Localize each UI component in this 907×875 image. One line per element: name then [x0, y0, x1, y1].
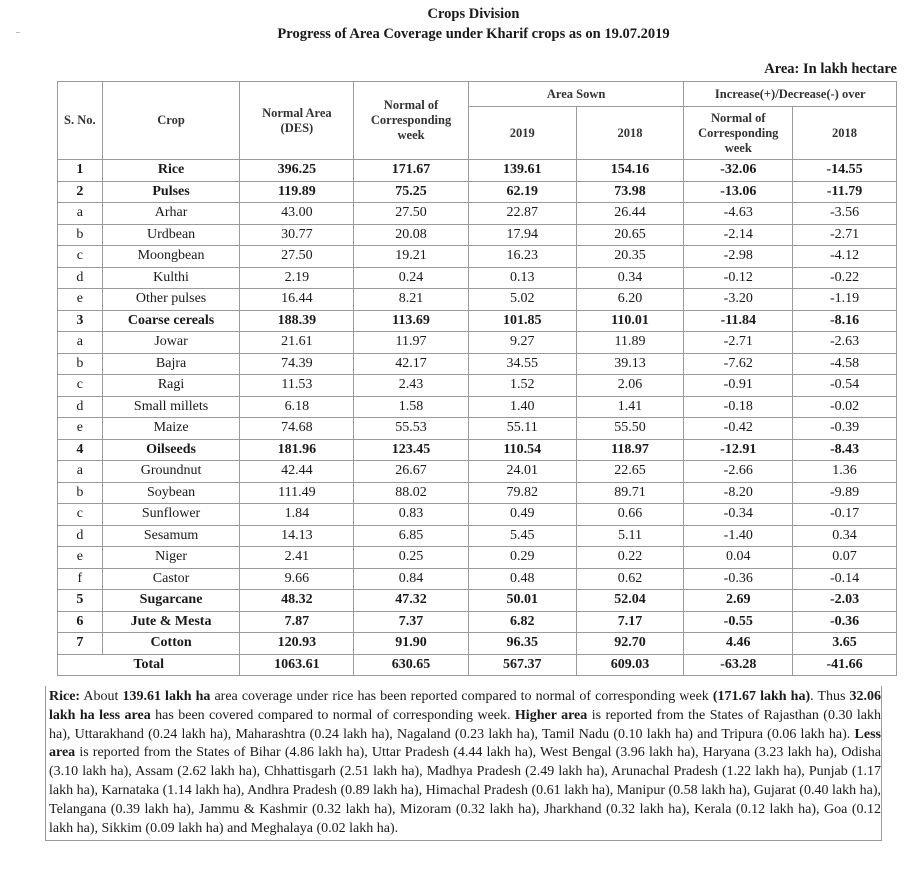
table-row — [58, 504, 897, 526]
area-coverage-table — [57, 81, 897, 676]
table-row — [58, 482, 897, 504]
row-sown-2019: 50.01 — [468, 590, 576, 612]
row-sown-2019: 0.48 — [468, 568, 576, 590]
note-text: area coverage under rice has been reported compared to normal of corresponding week — [210, 689, 713, 704]
row-crop: Groundnut — [102, 461, 240, 483]
unit-label: Area: In lakh hectare — [764, 61, 897, 77]
row-normal-week: 27.50 — [354, 203, 469, 225]
row-chg-normal: -2.71 — [684, 332, 793, 354]
row-normal-week: 6.85 — [354, 525, 469, 547]
row-sown-2018: 1.41 — [576, 396, 684, 418]
row-chg-2018: -0.36 — [793, 611, 897, 633]
row-sown-2018: 26.44 — [576, 203, 684, 225]
row-sown-2018: 73.98 — [576, 181, 684, 203]
row-sown-2018: 0.34 — [576, 267, 684, 289]
header-normal-week: Normal of Corresponding week — [354, 82, 469, 160]
row-chg-2018: -4.58 — [793, 353, 897, 375]
row-sno: d — [58, 267, 103, 289]
row-chg-normal: -2.66 — [684, 461, 793, 483]
row-sno: 3 — [58, 310, 103, 332]
row-chg-normal: -0.36 — [684, 568, 793, 590]
row-normal-area: 74.68 — [240, 418, 354, 440]
row-chg-2018: -8.43 — [793, 439, 897, 461]
row-sown-2019: 5.45 — [468, 525, 576, 547]
row-chg-2018: -1.19 — [793, 289, 897, 311]
row-normal-area: 7.87 — [240, 611, 354, 633]
row-crop: Pulses — [102, 181, 240, 203]
row-sown-2018: 6.20 — [576, 289, 684, 311]
row-chg-2018: -2.63 — [793, 332, 897, 354]
row-sno: 2 — [58, 181, 103, 203]
table-row — [58, 289, 897, 311]
row-chg-normal: -2.14 — [684, 224, 793, 246]
row-sown-2019: 0.13 — [468, 267, 576, 289]
row-crop: Castor — [102, 568, 240, 590]
table-row — [58, 246, 897, 268]
row-sown-2018: 7.17 — [576, 611, 684, 633]
row-normal-week: 113.69 — [354, 310, 469, 332]
row-normal-area: 111.49 — [240, 482, 354, 504]
row-normal-week: 75.25 — [354, 181, 469, 203]
table-row — [58, 439, 897, 461]
row-crop: Soybean — [102, 482, 240, 504]
row-chg-normal: -13.06 — [684, 181, 793, 203]
row-sown-2019: 1.52 — [468, 375, 576, 397]
row-chg-2018: -0.17 — [793, 504, 897, 526]
row-sown-2018: 0.66 — [576, 504, 684, 526]
row-normal-week: 0.25 — [354, 547, 469, 569]
header-crop: Crop — [102, 82, 240, 160]
header-sown-2019: 2019 — [468, 107, 576, 160]
row-sno: 1 — [58, 160, 103, 182]
note-text: is reported from the States of Bihar (4.86 lakh ha), Uttar Pradesh (4.44 lakh ha), West Bengal (3.96 lakh ha), Haryana (3.23 lakh ha), Odisha (3.10 lakh ha), Assam (2.62 lakh ha), Chhattisgarh (2.51 lakh ha), Madhya Pradesh (2.49 lakh ha), Arunachal Pradesh (1.22 lakh ha), Punjab (1.17 lakh ha), Karnataka (1.14 lakh ha), Andhra Pradesh (0.89 lakh ha), Himachal Pradesh (0.61 lakh ha), Manipur (0.58 lakh ha), Gujarat (0.40 lakh ha), Telangana (0.39 lakh ha), Jammu & Kashmir (0.32 lakh ha), Mizoram (0.32 lakh ha), Jharkhand (0.32 lakh ha), Kerala (0.12 lakh ha), Goa (0.12 lakh ha), Sikkim (0.09 lakh ha) and Meghalaya (0.02 lakh ha). — [49, 745, 881, 836]
row-crop: Oilseeds — [102, 439, 240, 461]
row-sown-2018: 0.62 — [576, 568, 684, 590]
total-chg-normal: -63.28 — [684, 654, 793, 676]
row-chg-2018: -0.14 — [793, 568, 897, 590]
note-text: . Thus — [810, 689, 850, 704]
table-row — [58, 267, 897, 289]
row-normal-area: 74.39 — [240, 353, 354, 375]
note-emphasis: 139.61 lakh ha — [122, 689, 211, 704]
row-normal-area: 2.41 — [240, 547, 354, 569]
row-sown-2018: 20.35 — [576, 246, 684, 268]
row-crop: Sugarcane — [102, 590, 240, 612]
row-normal-week: 19.21 — [354, 246, 469, 268]
row-sown-2019: 0.49 — [468, 504, 576, 526]
row-sown-2018: 55.50 — [576, 418, 684, 440]
row-chg-normal: -8.20 — [684, 482, 793, 504]
row-chg-2018: -8.16 — [793, 310, 897, 332]
row-crop: Cotton — [102, 633, 240, 655]
row-chg-2018: -0.22 — [793, 267, 897, 289]
row-sown-2018: 0.22 — [576, 547, 684, 569]
row-chg-2018: 0.34 — [793, 525, 897, 547]
row-chg-normal: -0.55 — [684, 611, 793, 633]
row-sown-2019: 1.40 — [468, 396, 576, 418]
row-crop: Niger — [102, 547, 240, 569]
row-sno: 7 — [58, 633, 103, 655]
row-sown-2019: 17.94 — [468, 224, 576, 246]
row-chg-2018: -0.02 — [793, 396, 897, 418]
row-normal-area: 42.44 — [240, 461, 354, 483]
row-sno: f — [58, 568, 103, 590]
row-chg-normal: -2.98 — [684, 246, 793, 268]
row-normal-week: 91.90 — [354, 633, 469, 655]
row-normal-area: 30.77 — [240, 224, 354, 246]
row-sown-2019: 22.87 — [468, 203, 576, 225]
row-chg-2018: 3.65 — [793, 633, 897, 655]
row-chg-2018: -9.89 — [793, 482, 897, 504]
row-crop: Coarse cereals — [102, 310, 240, 332]
row-sno: b — [58, 224, 103, 246]
table-row — [58, 547, 897, 569]
row-crop: Moongbean — [102, 246, 240, 268]
row-normal-area: 11.53 — [240, 375, 354, 397]
total-row — [58, 654, 897, 676]
row-chg-normal: -11.84 — [684, 310, 793, 332]
note-text: has been covered compared to normal of corresponding week. — [150, 707, 515, 723]
total-chg-2018: -41.66 — [793, 654, 897, 676]
row-sno: 4 — [58, 439, 103, 461]
row-sown-2019: 139.61 — [468, 160, 576, 182]
row-chg-normal: 4.46 — [684, 633, 793, 655]
division-title: Crops Division — [427, 6, 520, 22]
row-chg-normal: -0.34 — [684, 504, 793, 526]
note-emphasis: Higher area — [514, 707, 588, 723]
row-crop: Maize — [102, 418, 240, 440]
row-sno: a — [58, 332, 103, 354]
table-row — [58, 396, 897, 418]
row-sno: c — [58, 504, 103, 526]
note-emphasis: (171.67 lakh ha) — [712, 689, 811, 704]
row-normal-area: 120.93 — [240, 633, 354, 655]
note-text: is reported from the States of Rajasthan (0.30 lakh ha), Uttarakhand (0.24 lakh ha), Maharashtra (0.24 lakh ha), Nagaland (0.23 lakh ha), Tamil Nadu (0.10 lakh ha) and Tripura (0.06 lakh ha). — [49, 707, 881, 742]
table-row — [58, 590, 897, 612]
row-sown-2019: 24.01 — [468, 461, 576, 483]
row-sno: c — [58, 375, 103, 397]
row-crop: Ragi — [102, 375, 240, 397]
report-title: Progress of Area Coverage under Kharif crops as on 19.07.2019 — [277, 26, 670, 42]
row-crop: Other pulses — [102, 289, 240, 311]
note-emphasis: Less area — [49, 726, 881, 761]
row-sno: d — [58, 396, 103, 418]
header-change: Increase(+)/Decrease(-) over — [684, 82, 897, 107]
total-sown-2019: 567.37 — [468, 654, 576, 676]
header-normal-area: Normal Area (DES) — [240, 82, 354, 160]
row-sown-2019: 0.29 — [468, 547, 576, 569]
table-row — [58, 353, 897, 375]
table-row — [58, 568, 897, 590]
header-sown-2018: 2018 — [576, 107, 684, 160]
row-normal-area: 27.50 — [240, 246, 354, 268]
header-area-sown: Area Sown — [468, 82, 684, 107]
note-text: About — [80, 689, 123, 704]
row-normal-week: 0.83 — [354, 504, 469, 526]
row-sown-2019: 62.19 — [468, 181, 576, 203]
row-normal-area: 1.84 — [240, 504, 354, 526]
row-chg-2018: 1.36 — [793, 461, 897, 483]
row-sown-2019: 101.85 — [468, 310, 576, 332]
row-crop: Sunflower — [102, 504, 240, 526]
row-chg-normal: -12.91 — [684, 439, 793, 461]
row-normal-area: 181.96 — [240, 439, 354, 461]
table-row — [58, 181, 897, 203]
row-normal-week: 123.45 — [354, 439, 469, 461]
header-change-normal: Normal of Corresponding week — [684, 107, 793, 160]
row-chg-normal: -0.42 — [684, 418, 793, 440]
row-normal-area: 16.44 — [240, 289, 354, 311]
row-sown-2018: 89.71 — [576, 482, 684, 504]
row-chg-normal: -0.12 — [684, 267, 793, 289]
row-sown-2019: 55.11 — [468, 418, 576, 440]
row-chg-normal: -7.62 — [684, 353, 793, 375]
row-normal-week: 47.32 — [354, 590, 469, 612]
row-sown-2018: 110.01 — [576, 310, 684, 332]
row-chg-2018: -14.55 — [793, 160, 897, 182]
row-sno: c — [58, 246, 103, 268]
table-row — [58, 332, 897, 354]
row-normal-area: 43.00 — [240, 203, 354, 225]
row-chg-normal: -0.18 — [684, 396, 793, 418]
row-normal-area: 48.32 — [240, 590, 354, 612]
row-sno: e — [58, 418, 103, 440]
row-sno: a — [58, 203, 103, 225]
total-sown-2018: 609.03 — [576, 654, 684, 676]
row-normal-area: 188.39 — [240, 310, 354, 332]
row-chg-2018: -2.03 — [793, 590, 897, 612]
row-crop: Arhar — [102, 203, 240, 225]
header-change-2018: 2018 — [793, 107, 897, 160]
header-sno: S. No. — [58, 82, 103, 160]
row-sown-2018: 5.11 — [576, 525, 684, 547]
row-normal-area: 21.61 — [240, 332, 354, 354]
row-sown-2018: 11.89 — [576, 332, 684, 354]
row-chg-2018: 0.07 — [793, 547, 897, 569]
row-sown-2018: 92.70 — [576, 633, 684, 655]
note-emphasis: Rice: — [49, 689, 81, 704]
note-emphasis: 32.06 lakh ha less area — [49, 689, 882, 723]
row-normal-week: 8.21 — [354, 289, 469, 311]
total-normal-week: 630.65 — [354, 654, 469, 676]
row-crop: Kulthi — [102, 267, 240, 289]
row-crop: Jute & Mesta — [102, 611, 240, 633]
row-normal-week: 2.43 — [354, 375, 469, 397]
row-sno: e — [58, 289, 103, 311]
row-sno: 6 — [58, 611, 103, 633]
row-chg-2018: -3.56 — [793, 203, 897, 225]
table-row — [58, 611, 897, 633]
table-row — [58, 203, 897, 225]
row-sown-2019: 5.02 — [468, 289, 576, 311]
rice-summary-note — [45, 686, 882, 841]
row-sown-2019: 79.82 — [468, 482, 576, 504]
row-crop: Sesamum — [102, 525, 240, 547]
row-normal-area: 6.18 — [240, 396, 354, 418]
row-sno: d — [58, 525, 103, 547]
table-row — [58, 224, 897, 246]
row-sown-2019: 96.35 — [468, 633, 576, 655]
row-sown-2019: 34.55 — [468, 353, 576, 375]
row-chg-normal: -1.40 — [684, 525, 793, 547]
row-normal-week: 26.67 — [354, 461, 469, 483]
total-normal-area: 1063.61 — [240, 654, 354, 676]
row-normal-week: 0.84 — [354, 568, 469, 590]
row-sown-2019: 6.82 — [468, 611, 576, 633]
row-crop: Jowar — [102, 332, 240, 354]
row-crop: Urdbean — [102, 224, 240, 246]
table-row — [58, 310, 897, 332]
row-crop: Bajra — [102, 353, 240, 375]
row-sown-2019: 110.54 — [468, 439, 576, 461]
row-chg-normal: -3.20 — [684, 289, 793, 311]
row-chg-2018: -4.12 — [793, 246, 897, 268]
row-sown-2018: 2.06 — [576, 375, 684, 397]
row-chg-normal: -4.63 — [684, 203, 793, 225]
row-normal-week: 55.53 — [354, 418, 469, 440]
row-normal-area: 9.66 — [240, 568, 354, 590]
row-sno: b — [58, 482, 103, 504]
table-row — [58, 375, 897, 397]
table-row — [58, 633, 897, 655]
row-sown-2019: 9.27 — [468, 332, 576, 354]
row-crop: Rice — [102, 160, 240, 182]
row-chg-normal: 0.04 — [684, 547, 793, 569]
row-chg-2018: -0.54 — [793, 375, 897, 397]
table-row — [58, 418, 897, 440]
row-chg-2018: -0.39 — [793, 418, 897, 440]
row-chg-normal: -0.91 — [684, 375, 793, 397]
row-sown-2018: 39.13 — [576, 353, 684, 375]
row-normal-week: 20.08 — [354, 224, 469, 246]
row-normal-week: 11.97 — [354, 332, 469, 354]
row-crop: Small millets — [102, 396, 240, 418]
row-normal-area: 119.89 — [240, 181, 354, 203]
row-sown-2018: 52.04 — [576, 590, 684, 612]
row-normal-area: 14.13 — [240, 525, 354, 547]
row-sno: b — [58, 353, 103, 375]
table-row — [58, 461, 897, 483]
row-sno: 5 — [58, 590, 103, 612]
row-normal-week: 1.58 — [354, 396, 469, 418]
row-normal-area: 2.19 — [240, 267, 354, 289]
total-label: Total — [58, 654, 240, 676]
row-chg-2018: -2.71 — [793, 224, 897, 246]
row-chg-normal: 2.69 — [684, 590, 793, 612]
row-normal-week: 88.02 — [354, 482, 469, 504]
row-normal-week: 171.67 — [354, 160, 469, 182]
row-sno: a — [58, 461, 103, 483]
row-sown-2018: 22.65 — [576, 461, 684, 483]
row-normal-week: 42.17 — [354, 353, 469, 375]
row-sown-2018: 20.65 — [576, 224, 684, 246]
row-chg-2018: -11.79 — [793, 181, 897, 203]
row-normal-week: 0.24 — [354, 267, 469, 289]
row-sno: e — [58, 547, 103, 569]
row-chg-normal: -32.06 — [684, 160, 793, 182]
row-normal-area: 396.25 — [240, 160, 354, 182]
row-sown-2019: 16.23 — [468, 246, 576, 268]
row-sown-2018: 154.16 — [576, 160, 684, 182]
row-sown-2018: 118.97 — [576, 439, 684, 461]
table-row — [58, 525, 897, 547]
table-row — [58, 160, 897, 182]
row-normal-week: 7.37 — [354, 611, 469, 633]
